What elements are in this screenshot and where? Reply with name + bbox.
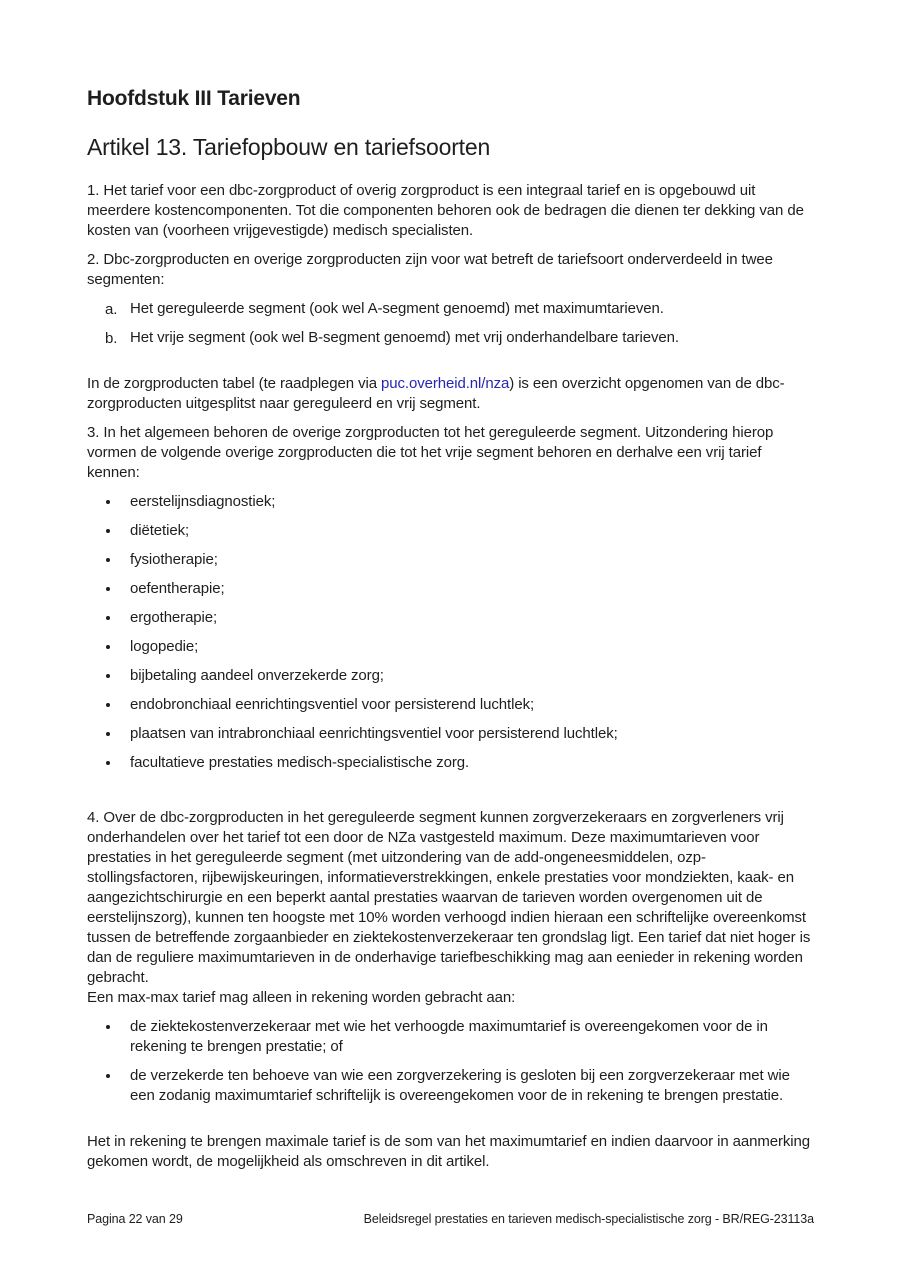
section-gap <box>87 782 815 808</box>
tabel-paragraph-before: In de zorgproducten tabel (te raadplegen via <box>87 375 382 392</box>
bullet-item: diëtetiek; <box>87 521 815 541</box>
paragraph-5: Het in rekening te brengen maximale tarief is de som van het maximumtarief en indien daarvoor in aanmerking gekomen wordt, de mogelijkheid als omschreven in dit artikel. <box>87 1133 811 1170</box>
tabel-paragraph <box>87 374 815 414</box>
list-item-text: Het vrije segment (ook wel B-segment genoemd) met vrij onderhandelbare tarieven. <box>130 329 679 346</box>
list-item <box>87 299 815 319</box>
document-content <box>87 86 815 1172</box>
maxmax-bullet-list <box>87 1017 815 1106</box>
list-marker: b. <box>105 330 118 347</box>
bullet-item: plaatsen van intrabronchiaal eenrichtingsventiel voor persisterend luchtlek; <box>87 724 815 744</box>
bullet-item: logopedie; <box>87 637 815 657</box>
article-heading: Artikel 13. Tariefopbouw en tariefsoorten <box>87 134 491 160</box>
bullet-item: facultatieve prestaties medisch-specialistische zorg. <box>87 753 815 773</box>
paragraph-2: 2. Dbc-zorgproducten en overige zorgproducten zijn voor wat betreft de tariefsoort onderverdeeld in twee segmenten: <box>87 251 773 288</box>
footer-page-number: Pagina 22 van 29 <box>87 1212 183 1226</box>
free-segment-bullet-list <box>87 492 815 773</box>
bullet-item: de ziektekostenverzekeraar met wie het verhoogde maximumtarief is overeengekomen voor de in rekening te brengen prestatie; of <box>87 1017 815 1057</box>
tabel-paragraph-after: ) is een overzicht opgenomen van de dbc-zorgproducten uitgesplitst naar gereguleerd en vrij segment. <box>87 375 785 412</box>
paragraph-1: 1. Het tarief voor een dbc-zorgproduct of overig zorgproduct is een integraal tarief en is opgebouwd uit meerdere kostencomponenten. Tot die componenten behoren ook de bedragen die dienen ter dekking van de kosten van (voorheen vrijgevestigde) medisch specialisten. <box>87 182 804 239</box>
list-item <box>87 328 815 348</box>
bullet-item: endobronchiaal eenrichtingsventiel voor persisterend luchtlek; <box>87 695 815 715</box>
page-footer <box>87 1212 814 1226</box>
footer-doc-reference: Beleidsregel prestaties en tarieven medisch-specialistische zorg - BR/REG-23113a <box>363 1212 814 1226</box>
bullet-item: de verzekerde ten behoeve van wie een zorgverzekering is gesloten bij een zorgverzekeraar met wie een zodanig maximumtarief schriftelijk is overeengekomen voor de in rekening te brengen prestatie. <box>87 1066 815 1106</box>
list-marker: a. <box>105 301 118 318</box>
bullet-item: ergotherapie; <box>87 608 815 628</box>
puc-overheid-link[interactable]: puc.overheid.nl/nza <box>381 375 510 392</box>
bullet-item: eerstelijnsdiagnostiek; <box>87 492 815 512</box>
paragraph-4-followup: Een max-max tarief mag alleen in rekening worden gebracht aan: <box>87 989 516 1006</box>
paragraph-4: 4. Over de dbc-zorgproducten in het gereguleerde segment kunnen zorgverzekeraars en zorgverleners vrij onderhandelen over het tarief tot een door de NZa vastgesteld maximum. Deze maximumtarieven voor prestaties in het gereguleerde segment (met uitzondering van de add-ongeneesmiddelen, ozp-stollingsfactoren, rijbewijskeuringen, informatieverstrekkingen, enkele prestaties voor mondziekten, kaak- en aangezichtschirurgie en een beperkt aantal prestaties waarvan de tarieven worden overgenomen uit de eerstelijnszorg), kunnen ten hoogste met 10% worden verhoogd indien hieraan een schriftelijke overeenkomst tussen de betreffende zorgaanbieder en ziektekostenverzekeraar ten grondslag ligt. Een tarief dat niet hoger is dan de reguliere maximumtarieven in de onderhavige tariefbeschikking mag aan eenieder in rekening worden gebracht. <box>87 809 811 986</box>
bullet-item: oefentherapie; <box>87 579 815 599</box>
paragraph-3: 3. In het algemeen behoren de overige zorgproducten tot het gereguleerde segment. Uitzondering hierop vormen de volgende overige zorgproducten die tot het vrije segment behoren en derhalve een vrij tarief kennen: <box>87 424 774 481</box>
bullet-item: fysiotherapie; <box>87 550 815 570</box>
chapter-heading: Hoofdstuk III Tarieven <box>87 87 301 110</box>
bullet-item: bijbetaling aandeel onverzekerde zorg; <box>87 666 815 686</box>
list-item-text: Het gereguleerde segment (ook wel A-segment genoemd) met maximumtarieven. <box>130 300 664 317</box>
segment-list <box>87 299 815 348</box>
